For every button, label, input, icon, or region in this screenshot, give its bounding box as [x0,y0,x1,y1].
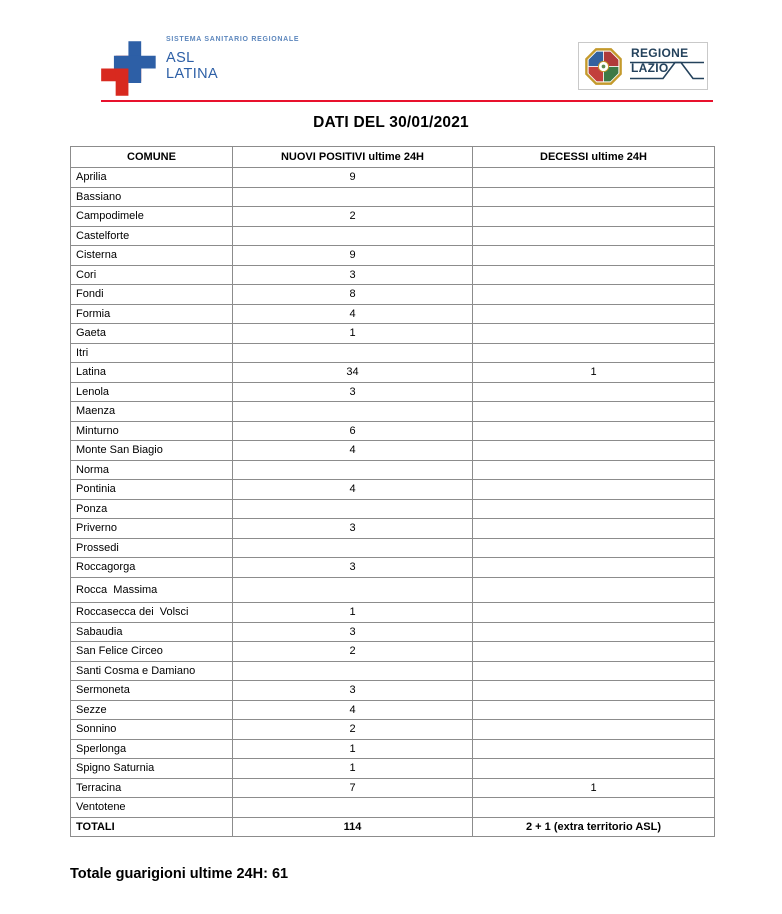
nuovi-positivi-cell: 3 [233,681,473,701]
comune-cell: Maenza [71,402,233,422]
decessi-cell [473,759,715,779]
table-row [71,519,715,539]
nuovi-positivi-cell [233,499,473,519]
decessi-cell [473,421,715,441]
nuovi-positivi-cell [233,577,473,603]
nuovi-positivi-cell [233,187,473,207]
comune-cell: Formia [71,304,233,324]
table-row [71,739,715,759]
nuovi-positivi-cell: 2 [233,720,473,740]
decessi-cell [473,285,715,305]
decessi-cell [473,661,715,681]
nuovi-positivi-cell: 1 [233,603,473,623]
comune-cell: Priverno [71,519,233,539]
comune-cell: Bassiano [71,187,233,207]
nuovi-positivi-cell: 1 [233,739,473,759]
regione-lazio-logo [578,42,708,90]
table-row [71,538,715,558]
comune-cell: San Felice Circeo [71,642,233,662]
table-row [71,285,715,305]
regione-lazio-emblem-icon [585,48,622,90]
table-row [71,187,715,207]
comune-cell: Fondi [71,285,233,305]
table-header [71,147,715,168]
table-row [71,622,715,642]
decessi-cell [473,700,715,720]
comune-cell: Santi Cosma e Damiano [71,661,233,681]
decessi-cell [473,246,715,266]
nuovi-positivi-cell: 2 [233,207,473,227]
nuovi-positivi-cell [233,402,473,422]
asl-latina-cross-icon [100,40,158,102]
comune-cell: Pontinia [71,480,233,500]
nuovi-positivi-cell [233,538,473,558]
comune-cell: Prossedi [71,538,233,558]
comune-cell: Sonnino [71,720,233,740]
totals-row [71,817,715,837]
comune-cell: Castelforte [71,226,233,246]
nuovi-positivi-cell: 34 [233,363,473,383]
column-header-comune: COMUNE [71,147,233,168]
table-row [71,343,715,363]
table-row [71,246,715,266]
table-row [71,382,715,402]
nuovi-positivi-cell: 9 [233,168,473,188]
nuovi-positivi-cell [233,798,473,818]
regione-lazio-wordmark [631,46,688,76]
comune-cell: Aprilia [71,168,233,188]
comune-cell: Campodimele [71,207,233,227]
asl-tagline: SISTEMA SANITARIO REGIONALE [166,36,300,43]
nuovi-positivi-cell: 1 [233,324,473,344]
comune-cell: Rocca Massima [71,577,233,603]
decessi-cell [473,499,715,519]
decessi-cell [473,460,715,480]
totals-nuovi-positivi: 114 [233,817,473,837]
page-title: DATI DEL 30/01/2021 [313,114,469,131]
column-header-decessi: DECESSI ultime 24H [473,147,715,168]
recoveries-note: Totale guarigioni ultime 24H: 61 [70,866,289,882]
table-row [71,480,715,500]
decessi-cell [473,168,715,188]
decessi-cell [473,720,715,740]
decessi-cell [473,382,715,402]
decessi-cell [473,480,715,500]
comune-cell: Gaeta [71,324,233,344]
covid-data-table [70,146,715,837]
decessi-cell [473,558,715,578]
nuovi-positivi-cell: 8 [233,285,473,305]
decessi-cell [473,642,715,662]
decessi-cell [473,304,715,324]
table-row [71,441,715,461]
comune-cell: Ponza [71,499,233,519]
table-row [71,642,715,662]
comune-cell: Roccasecca dei Volsci [71,603,233,623]
decessi-cell [473,798,715,818]
decessi-cell [473,739,715,759]
comune-cell: Sabaudia [71,622,233,642]
table-footer [71,817,715,837]
table-row [71,207,715,227]
decessi-cell [473,226,715,246]
nuovi-positivi-cell [233,460,473,480]
nuovi-positivi-cell: 3 [233,519,473,539]
table-row [71,603,715,623]
table-row [71,499,715,519]
decessi-cell [473,207,715,227]
nuovi-positivi-cell: 3 [233,558,473,578]
comune-cell: Sperlonga [71,739,233,759]
decessi-cell [473,441,715,461]
comune-cell: Latina [71,363,233,383]
table-row [71,558,715,578]
asl-name-line2: LATINA [166,65,219,82]
column-header-nuovi-positivi: NUOVI POSITIVI ultime 24H [233,147,473,168]
decessi-cell [473,519,715,539]
nuovi-positivi-cell: 4 [233,441,473,461]
decessi-cell [473,324,715,344]
table-row [71,265,715,285]
decessi-cell [473,603,715,623]
table-row [71,577,715,603]
nuovi-positivi-cell [233,226,473,246]
table-row [71,681,715,701]
nuovi-positivi-cell: 6 [233,421,473,441]
comune-cell: Roccagorga [71,558,233,578]
comune-cell: Minturno [71,421,233,441]
table-row [71,304,715,324]
decessi-cell [473,538,715,558]
decessi-cell [473,577,715,603]
table-row [71,324,715,344]
decessi-cell [473,343,715,363]
table-row [71,363,715,383]
comune-cell: Itri [71,343,233,363]
table-row [71,168,715,188]
table-row [71,226,715,246]
comune-cell: Ventotene [71,798,233,818]
table-row [71,720,715,740]
table-row [71,661,715,681]
nuovi-positivi-cell: 3 [233,265,473,285]
table-row [71,402,715,422]
comune-cell: Monte San Biagio [71,441,233,461]
comune-cell: Sermoneta [71,681,233,701]
decessi-cell: 1 [473,363,715,383]
comune-cell: Sezze [71,700,233,720]
nuovi-positivi-cell: 9 [233,246,473,266]
decessi-cell [473,187,715,207]
asl-name [166,51,218,82]
asl-name-line1: ASL [166,50,195,66]
nuovi-positivi-cell: 1 [233,759,473,779]
table-row [71,778,715,798]
comune-cell: Lenola [71,382,233,402]
nuovi-positivi-cell: 3 [233,622,473,642]
comune-cell: Terracina [71,778,233,798]
nuovi-positivi-cell: 4 [233,304,473,324]
comune-cell: Spigno Saturnia [71,759,233,779]
nuovi-positivi-cell [233,661,473,681]
decessi-cell [473,402,715,422]
nuovi-positivi-cell: 7 [233,778,473,798]
decessi-cell [473,681,715,701]
decessi-cell: 1 [473,778,715,798]
totals-decessi: 2 + 1 (extra territorio ASL) [473,817,715,837]
table-row [71,421,715,441]
header-divider-red-line [101,100,713,102]
table-row [71,460,715,480]
table-body [71,168,715,818]
table-row [71,798,715,818]
table-row [71,700,715,720]
regione-line2: LAZIO [631,61,669,75]
nuovi-positivi-cell: 2 [233,642,473,662]
decessi-cell [473,265,715,285]
comune-cell: Cisterna [71,246,233,266]
nuovi-positivi-cell: 3 [233,382,473,402]
regione-line1: REGIONE [631,46,689,60]
comune-cell: Cori [71,265,233,285]
totals-label: TOTALI [71,817,233,837]
nuovi-positivi-cell: 4 [233,700,473,720]
table-row [71,759,715,779]
nuovi-positivi-cell [233,343,473,363]
decessi-cell [473,622,715,642]
nuovi-positivi-cell: 4 [233,480,473,500]
comune-cell: Norma [71,460,233,480]
